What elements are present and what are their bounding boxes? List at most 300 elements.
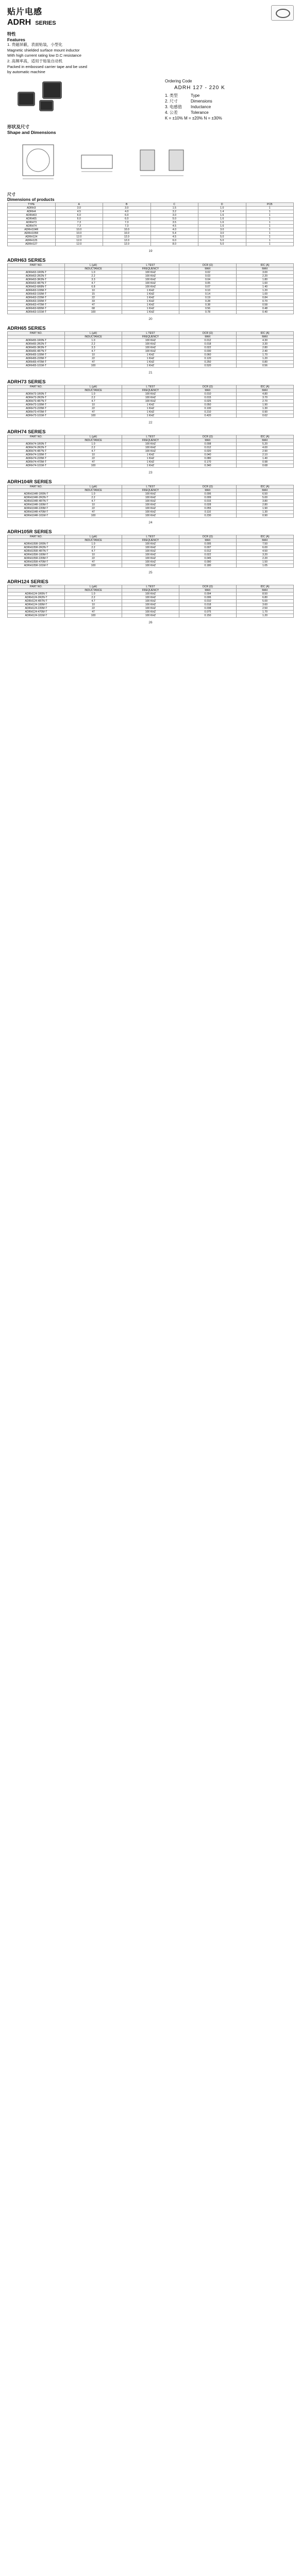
dimensions-table [7,202,294,246]
table-cell: 5.0 [198,242,246,246]
column-header [8,588,65,592]
table-cell: 0.010 [179,392,237,396]
table-cell: 10 [65,553,122,556]
table-cell: 100 KHZ [122,399,179,403]
table-cell: 12.0 [103,235,151,239]
table-cell: 2.2 [65,546,122,549]
table-cell: 100 KHZ [122,499,179,503]
page-number: 21 [148,370,153,375]
column-header: PART NO. [8,435,65,438]
table-cell: 100 KHZ [122,599,179,603]
product-photo [7,78,74,114]
table-cell: 100 KHZ [122,596,179,599]
table-cell: ADRH104R-220M-T [8,506,65,510]
table-cell: 0.060 [179,353,237,357]
table-cell: 0.038 [179,606,237,610]
table-cell: 6.0 [55,217,103,221]
table-cell: ADRH65-470M-T [8,360,65,364]
column-header: L (µH) [65,485,122,488]
table-cell: 100 KHZ [122,560,179,564]
table-cell: 0.075 [179,610,237,614]
table-cell: 68 [65,307,122,310]
table-cell: 0.48 [237,307,294,310]
table-cell: 1 KHZ [122,299,179,303]
column-header: L TEST [122,585,179,588]
table-row [8,546,294,549]
series-table [7,331,294,368]
table-cell: 3.5 [150,221,198,224]
table-cell: 1.70 [237,610,294,614]
table-cell: 100 KHZ [122,510,179,514]
table-cell: 0.004 [179,592,237,596]
table-row [8,492,294,496]
table-cell: ADRH104R-101M-T [8,514,65,517]
table-cell: 0.28 [179,299,237,303]
table-cell: 1.05 [237,564,294,567]
table-cell: 2.80 [237,503,294,506]
table-cell: 100 KHZ [122,342,179,346]
table-cell: 100 KHZ [122,553,179,556]
table-cell: 0.19 [179,296,237,299]
table-cell: 4.7 [65,449,122,453]
table-row [8,235,294,239]
table-cell: 3.30 [237,342,294,346]
column-header: PART NO. [8,331,65,335]
features-heading-en: Features [7,37,25,42]
page-number: 22 [148,420,153,425]
column-header: INDUCTANCE [65,438,122,442]
feature-line: Magnetic shielded surface mount inductor [7,47,80,53]
table-cell: ADRH63-220M-T [8,296,65,299]
column-header: MAX [237,488,294,492]
table-cell: 100 KHZ [122,274,179,278]
table-cell: ADRH65-3R3N-T [8,346,65,349]
table-cell: ADRH65-101M-T [8,364,65,367]
table-cell: 4.0 [103,210,151,213]
column-header: MAX [179,388,237,392]
table-cell: 0.170 [179,460,237,464]
table-cell: ADRH65 [8,217,56,221]
table-cell: 0.012 [179,549,237,553]
table-cell: 4.7 [65,549,122,553]
table-row [8,610,294,614]
table-cell: 100 [65,310,122,314]
table-cell: 1 [246,221,294,224]
table-cell: 0.022 [179,346,237,349]
table-row [8,299,294,303]
table-cell: 100 KHZ [122,346,179,349]
series-table [7,585,294,618]
dim-col-type: TYPE [8,202,56,206]
column-header: DCR (Ω) [179,435,237,438]
table-cell: 0.110 [179,510,237,514]
table-cell: ADRH73-4R7N-T [8,399,65,403]
dimension-drawings [7,135,294,190]
table-cell: 0.080 [179,456,237,460]
table-row [8,410,294,414]
table-cell: 1 KHZ [122,307,179,310]
column-header: L (µH) [65,535,122,538]
table-row [8,210,294,213]
table-cell: 0.04 [179,278,237,281]
column-header: L TEST [122,331,179,335]
features-heading-cn: 特性 [7,31,16,37]
table-cell: 0.07 [179,285,237,289]
column-header: INDUCTANCE [65,538,122,542]
table-cell: ADRH124-1R0N-T [8,592,65,596]
table-cell: 0.045 [179,556,237,560]
series-title: ADRH73 SERIES [7,378,46,384]
table-cell: 0.050 [179,403,237,406]
table-row [8,560,294,564]
column-header: L TEST [122,485,179,488]
column-header: MAX [237,538,294,542]
table-cell: 100 [65,364,122,367]
table-cell: 5.0 [198,235,246,239]
column-header: IDC (A) [237,385,294,388]
table-header-row [8,585,294,588]
series-title: ADRH104R SERIES [7,478,52,484]
table-cell: ADRH74-220M-T [8,456,65,460]
page-number: 19 [148,249,153,253]
table-row [8,606,294,610]
table-cell: 1 [246,231,294,235]
table-row [8,564,294,567]
table-cell: 2.20 [237,556,294,560]
table-row [8,396,294,399]
table-cell: 100 KHZ [122,492,179,496]
table-cell: 10.0 [103,228,151,231]
brand-logo-icon [271,5,294,21]
column-header: L (µH) [65,435,122,438]
table-cell: 22 [65,606,122,610]
table-row [8,503,294,506]
column-header: PART NO. [8,585,65,588]
column-header: INDUCTANCE [65,335,122,338]
table-cell: ADRH105R-1R0N-T [8,542,65,546]
table-cell: 2.2 [65,596,122,599]
shape-heading [7,124,294,135]
table-cell: ADRH74-4R7N-T [8,449,65,453]
table-cell: 0.012 [179,446,237,449]
table-cell: ADRH63-101M-T [8,310,65,314]
table-cell: ADRH104R-100M-T [8,503,65,506]
table-cell: 5.00 [237,599,294,603]
table-cell: 100 KHZ [122,349,179,353]
column-header: L TEST [122,385,179,388]
table-cell: ADRH65-4R7N-T [8,349,65,353]
table-cell: 4.5 [150,224,198,228]
table-cell: 0.010 [179,599,237,603]
table-cell: 1.30 [237,510,294,514]
column-header: IDC (A) [237,585,294,588]
table-cell: 15 [65,292,122,296]
table-header-row [8,588,294,592]
table-cell: 10 [65,353,122,357]
table-row [8,592,294,596]
table-cell: 0.090 [179,560,237,564]
column-header: MAX [237,388,294,392]
shape-heading-cn: 形状及尺寸 [7,124,29,129]
table-cell: 100 KHZ [122,546,179,549]
table-cell: 0.018 [179,342,237,346]
table-cell: 1.60 [237,281,294,285]
table-row [8,460,294,464]
table-cell: 1.0 [65,270,122,274]
table-cell: 1.4 [198,210,246,213]
column-header: DCR (Ω) [179,535,237,538]
column-header: L TEST [122,535,179,538]
table-cell: 47 [65,460,122,464]
table-cell: 0.250 [179,360,237,364]
table-row [8,496,294,499]
table-cell: 4.7 [65,349,122,353]
table-cell: 100 KHZ [122,506,179,510]
table-cell: 2.10 [237,453,294,456]
page-number: 26 [148,620,153,624]
table-cell: ADRH63 [8,213,56,217]
table-cell: 1.5 [150,206,198,210]
table-row [8,296,294,299]
table-cell: ADRH105R-470M-T [8,560,65,564]
inductor-image [18,92,35,106]
table-cell: 47 [65,303,122,307]
column-header: DCR (Ω) [179,331,237,335]
table-cell: ADRH105R [8,231,56,235]
table-cell: 1 [246,242,294,246]
table-row [8,614,294,617]
table-header-row [8,535,294,538]
table-cell: ADRH65-1R0N-T [8,338,65,342]
table-cell: 100 KHZ [122,549,179,553]
table-cell: 1.20 [237,614,294,617]
ordering-code-block [165,78,278,121]
column-header: FREQUENCY [122,488,179,492]
table-row [8,228,294,231]
table-cell: 4.7 [65,281,122,285]
table-cell: 0.10 [179,289,237,292]
table-cell: ADRH63-150M-T [8,292,65,296]
table-row [8,360,294,364]
column-header: MAX [237,267,294,270]
column-header: INDUCTANCE [65,267,122,270]
table-cell: ADRH74-100M-T [8,453,65,456]
column-header: MAX [179,588,237,592]
ordering-item-cn: 4. 公差 [165,110,178,115]
table-cell: 0.009 [179,496,237,499]
table-header-row [8,488,294,492]
series-table [7,385,294,418]
feature-line: by automatic machine [7,70,45,75]
column-header: MAX [179,335,237,338]
table-cell: 0.040 [179,453,237,456]
table-cell: 7.3 [103,221,151,224]
table-row [8,342,294,346]
dim-col-c: C [150,202,198,206]
ordering-item-cn: 1. 类型 [165,93,178,98]
table-cell: ADRH63-330M-T [8,299,65,303]
column-header: PART NO. [8,385,65,388]
table-cell: ADRH125 [8,239,56,242]
table-cell: 1 [246,213,294,217]
table-cell: 3.0 [198,228,246,231]
table-cell: 1 [246,206,294,210]
table-cell: 5.0 [198,239,246,242]
column-header: FREQUENCY [122,388,179,392]
table-cell: 1 KHZ [122,406,179,410]
column-header: FREQUENCY [122,438,179,442]
dimensions-heading-cn: 尺寸 [7,192,15,197]
table-cell: 0.006 [179,596,237,599]
table-row [8,603,294,606]
table-row [8,596,294,599]
table-cell: ADRH105R-100M-T [8,553,65,556]
table-cell: 0.56 [179,307,237,310]
table-cell: ADRH105R-4R7N-T [8,549,65,553]
table-cell: 3.0 [150,213,198,217]
column-header: MAX [237,335,294,338]
series-title: ADRH105R SERIES [7,528,52,534]
table-cell: 1.20 [237,357,294,360]
column-header: DCR (Ω) [179,263,237,267]
column-header: MAX [237,588,294,592]
table-header-row [8,485,294,488]
series-table [7,485,294,518]
series-sections [7,257,294,624]
table-cell: 6.0 [150,239,198,242]
table-cell: 0.120 [179,357,237,360]
table-cell: 0.022 [179,553,237,556]
dim-col-b: B [103,202,151,206]
table-cell: 1 [246,210,294,213]
table-cell: 10 [65,603,122,606]
table-cell: 22 [65,556,122,560]
table-cell: 0.62 [237,414,294,417]
table-cell: 4.7 [65,599,122,603]
table-cell: 47 [65,510,122,514]
table-cell: 2.40 [237,349,294,353]
table-cell: 12.0 [55,239,103,242]
table-cell: ADRH63-4R7N-T [8,281,65,285]
table-cell: 100 KHZ [122,270,179,274]
table-cell: ADRH63-1R0N-T [8,270,65,274]
table-row [8,231,294,235]
table-cell: 0.520 [179,364,237,367]
table-cell: 1 KHZ [122,360,179,364]
column-header: L (µH) [65,585,122,588]
column-header: INDUCTANCE [65,388,122,392]
table-cell: ADRH63-100M-T [8,289,65,292]
table-cell: 100 KHZ [122,396,179,399]
column-header: FREQUENCY [122,588,179,592]
table-cell: 0.70 [237,299,294,303]
table-cell: 100 KHZ [122,392,179,396]
table-row [8,392,294,396]
table-cell: 22 [65,456,122,460]
table-cell: ADRH124-100M-T [8,603,65,606]
table-cell: 0.030 [179,349,237,353]
table-cell: 100 [65,564,122,567]
column-header [8,267,65,270]
column-header: DCR (Ω) [179,585,237,588]
column-header: IDC (A) [237,535,294,538]
column-header: INDUCTANCE [65,588,122,592]
ordering-item-en: Inductance [191,104,211,109]
table-header-row [8,435,294,438]
table-cell: ADRH63-680M-T [8,307,65,310]
table-row [8,338,294,342]
table-cell: 4.0 [150,228,198,231]
series-title: ADRH74 SERIES [7,428,46,434]
table-cell: 1 KHZ [122,292,179,296]
table-cell: ADRH65-220M-T [8,357,65,360]
table-row [8,289,294,292]
table-cell: 0.02 [179,270,237,274]
table-cell: 10 [65,503,122,506]
table-row [8,456,294,460]
table-cell: 6.0 [55,213,103,217]
table-cell: 100 KHZ [122,496,179,499]
table-cell: 1.20 [237,289,294,292]
table-cell: ADRH124-220M-T [8,606,65,610]
column-header: FREQUENCY [122,538,179,542]
table-cell: 0.007 [179,546,237,549]
column-header: L TEST [122,263,179,267]
table-cell: 100 KHZ [122,610,179,614]
table-cell: 100 KHZ [122,603,179,606]
table-cell: 100 KHZ [122,285,179,289]
table-row [8,357,294,360]
dim-col-pcb: PCB [246,202,294,206]
column-header: L (µH) [65,331,122,335]
table-cell: 47 [65,610,122,614]
table-row [8,242,294,246]
table-cell: ADRH63-2R2N-T [8,274,65,278]
series-title: ADRH124 SERIES [7,578,48,584]
column-header: MAX [237,438,294,442]
series-table [7,263,294,314]
table-cell: 12.0 [55,242,103,246]
table-cell: 100 KHZ [122,564,179,567]
table-cell: 2.70 [237,399,294,403]
ordering-item-en: Tolerance [191,110,209,115]
table-cell: 1.0 [65,542,122,546]
table-cell: 100 KHZ [122,281,179,285]
table-cell: 7.3 [55,224,103,228]
table-row [8,499,294,503]
table-cell: 6.8 [65,285,122,289]
column-header: L (µH) [65,263,122,267]
ordering-item-cn: 3. 电感值 [165,104,182,109]
table-cell: 10 [65,289,122,292]
table-cell: ADRH124 [8,235,56,239]
table-cell: 0.56 [237,364,294,367]
table-cell: 100 KHZ [122,592,179,596]
series-title: ADRH63 SERIES [7,257,46,263]
table-cell: 3.0 [55,206,103,210]
table-cell: 3.0 [198,231,246,235]
table-cell: 1 KHZ [122,357,179,360]
table-cell: ADRH104R-2R2N-T [8,496,65,499]
table-cell: 22 [65,406,122,410]
table-cell: 1 [246,235,294,239]
dim-col-d: D [198,202,246,206]
table-cell: 0.055 [179,506,237,510]
table-cell: 100 KHZ [122,556,179,560]
table-cell: ADRH74-470M-T [8,460,65,464]
table-cell: 100 [65,464,122,467]
table-cell: 1.90 [237,403,294,406]
